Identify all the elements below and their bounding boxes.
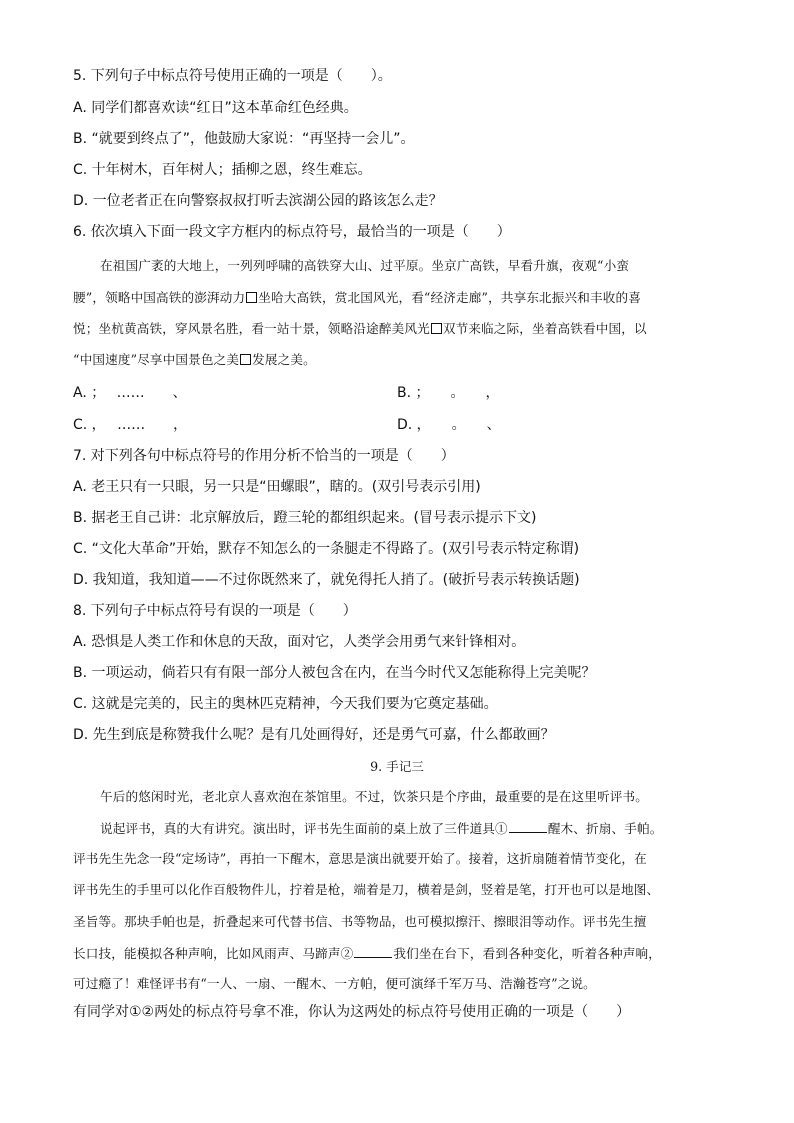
blank-box-1 [246, 292, 257, 303]
q7-stem: 7. 对下列各句中标点符号的作用分析不恰当的一项是（ ） [73, 448, 455, 464]
q9-para-line-1: 午后的悠闲时光，老北京人喜欢泡在茶馆里。不过，饮茶只是个序曲，最重要的是在这里听评书。 [100, 789, 648, 804]
q6-option-b: B. ； 。 ， [397, 385, 500, 401]
q9-para-line-7: 可过瘾了！难怪评书有“一人、一扇、一醒木、一方帕，便可演绎千军万马、浩瀚苍穹”之说。 [73, 976, 596, 991]
q5-option-b: B. “就要到终点了”，他鼓励大家说：“再坚持一会儿”。 [73, 131, 415, 147]
q9-para-line-3: 评书先生先念一段“定场诗”，再拍一下醒木，意思是演出就要开始了。接着，这折扇随着情节变化，在 [73, 851, 647, 866]
blank-line-2 [354, 945, 392, 958]
q9-para-line-6: 长口技，能模拟各种声响，比如风雨声、马蹄声② 我们坐在台下，看到各种变化，听着各种声响， [73, 946, 661, 961]
q8-option-b: B. 一项运动，倘若只有有限一部分人被包含在内，在当今时代又怎能称得上完美呢？ [73, 665, 596, 681]
blank-box-2 [431, 323, 442, 334]
q8-option-a: A. 恐惧是人类工作和休息的天敌，面对它，人类学会用勇气来针锋相对。 [73, 634, 526, 650]
q8-stem: 8. 下列句子中标点符号有误的一项是（ ） [73, 603, 357, 619]
q9-title: 9. 手记三 [370, 759, 424, 774]
q7-option-a: A. 老王只有一只眼，另一只是“田螺眼”，瞎的。(双引号表示引用) [73, 479, 481, 495]
q6-stem: 6. 依次填入下面一段文字方框内的标点符号，最恰当的一项是（ ） [73, 224, 511, 240]
q6-option-d: D. ， 。 、 [397, 417, 501, 433]
q8-option-c: C. 这就是完美的，民主的奥林匹克精神，今天我们要为它奠定基础。 [73, 696, 498, 712]
q9-question: 有同学对①②两处的标点符号拿不准，你认为这两处的标点符号使用正确的一项是（ ） [73, 1004, 631, 1020]
q5-option-a: A. 同学们都喜欢读“红日”这本革命红色经典。 [73, 100, 358, 116]
q7-option-c: C. “文化大革命”开始，默存不知怎么的一条腿走不得路了。(双引号表示特定称谓) [73, 541, 580, 557]
q6-option-c: C. ， …… ， [73, 417, 188, 433]
q6-passage-line-1: 在祖国广袤的大地上，一列列呼啸的高铁穿大山、过平原。坐京广高铁，早看升旗，夜观“小蛮 [100, 258, 630, 273]
q5-stem: 5. 下列句子中标点符号使用正确的一项是（ ）。 [73, 68, 392, 84]
q6-passage-line-4: “中国速度”尽享中国景色之美 发展之美。 [73, 352, 316, 367]
blank-box-3 [240, 354, 251, 365]
q9-para-line-4: 评书先生的手里可以化作百般物件儿，拧着是枪，端着是刀，横着是剑，竖着是笔，打开也可以是地图、 [73, 882, 660, 897]
q6-passage-line-3: 悦；坐杭黄高铁，穿风景名胜，看一站十景，领略沿途醉美风光 双节来临之际，坐着高铁看中国，以 [73, 321, 647, 336]
q6-passage-line-2: 腰”，领略中国高铁的澎湃动力 坐哈大高铁，赏北国风光，看“经济走廊”，共享东北振兴和丰收的喜 [73, 290, 642, 305]
q5-option-d: D. 一位老者正在向警察叔叔打听去滨湖公园的路该怎么走？ [73, 193, 443, 209]
q6-option-a: A. ； …… 、 [73, 385, 187, 401]
blank-line-1 [509, 820, 547, 833]
q9-para-line-5: 圣旨等。那块手帕也是，折叠起来可代替书信、书等物品，也可模拟擦汗、擦眼泪等动作。评书先生擅 [73, 914, 647, 929]
q7-option-d: D. 我知道，我知道——不过你既然来了，就免得托人捎了。(破折号表示转换话题) [73, 572, 580, 588]
q9-para-line-2: 说起评书，真的大有讲究。演出时，评书先生面前的桌上放了三件道具① 醒木、折扇、手帕。 [100, 821, 663, 836]
q8-option-d: D. 先生到底是称赞我什么呢？是有几处画得好，还是勇气可嘉，什么都敢画？ [73, 727, 555, 743]
q7-option-b: B. 据老王自己讲：北京解放后，蹬三轮的都组织起来。(冒号表示提示下文) [73, 510, 537, 526]
q5-option-c: C. 十年树木，百年树人；插柳之恩，终生难忘。 [73, 162, 372, 178]
